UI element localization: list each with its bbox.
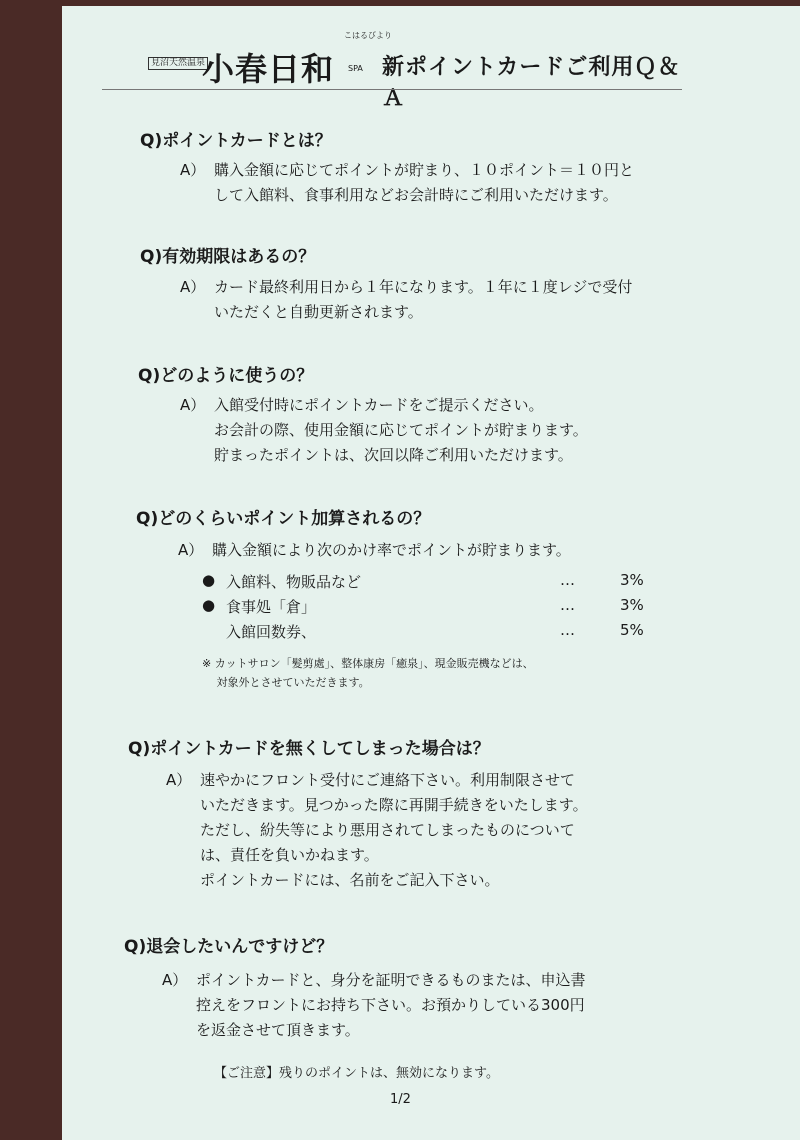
rate-leader: … [560, 596, 575, 614]
answer-line: は、責任を負いかねます。 [200, 846, 379, 864]
rate-leader: … [560, 571, 575, 589]
bullet-icon: ● [202, 571, 216, 589]
note-line: 対象外とさせていただきます。 [202, 676, 370, 689]
answer-line: 貯まったポイントは、次回以降ご利用いただけます。 [214, 446, 573, 464]
question-4: Q)どのくらいポイント加算されるの？ [136, 509, 431, 529]
document-header [112, 31, 692, 111]
rate-percent: 5% [620, 621, 644, 639]
answer-4 [178, 538, 571, 563]
rate-percent: 3% [620, 571, 644, 589]
rate-row [202, 571, 652, 596]
logo: 小春日和 [202, 50, 335, 88]
caution-note: 【ご注意】残りのポイントは、無効になります。 [214, 1066, 499, 1081]
rate-label: 入館料、物販品など [226, 573, 362, 591]
answer-line: 購入金額により次のかけ率でポイントが貯まります。 [212, 541, 571, 559]
answer-line: いただきます。見つかった際に再開手続きをいたします。 [200, 796, 588, 814]
answer-line: カード最終利用日から１年になります。１年に１度レジで受付 [214, 278, 633, 296]
header-divider [102, 89, 682, 90]
answer-1 [180, 158, 634, 208]
question-1: Q)ポイントカードとは？ [140, 131, 332, 151]
brand-small-label: 見沼天然温泉 [148, 57, 208, 70]
document-page [62, 6, 800, 1140]
answer-2 [180, 275, 632, 325]
answer-line: 購入金額に応じてポイントが貯まり、１０ポイント＝１０円と [214, 161, 635, 179]
answer-mark: A） [166, 771, 192, 789]
answer-line: お会計の際、使用金額に応じてポイントが貯まります。 [214, 421, 588, 439]
question-3: Q)どのように使うの？ [138, 366, 314, 386]
answer-6 [162, 968, 586, 1043]
question-5: Q)ポイントカードを無くしてしまった場合は？ [128, 739, 490, 759]
answer-line: して入館料、食事利用などお会計時にご利用いただけます。 [214, 186, 618, 204]
page-number: 1/2 [390, 1092, 411, 1107]
question-6: Q)退会したいんですけど？ [124, 937, 334, 957]
exclusion-note [202, 654, 534, 692]
rate-row [202, 621, 652, 646]
rate-row [202, 596, 652, 621]
rate-label: 入館回数券、 [226, 623, 317, 641]
rate-percent: 3% [620, 596, 644, 614]
answer-line: を返金させて頂きます。 [196, 1021, 360, 1039]
point-rate-table [202, 571, 652, 646]
answer-5 [166, 768, 588, 893]
bullet-icon: ● [202, 596, 216, 614]
answer-line: ポイントカードと、身分を証明できるものまたは、申込書 [196, 971, 586, 989]
answer-3 [180, 393, 588, 468]
answer-line: 速やかにフロント受付にご連絡下さい。利用制限させて [200, 771, 576, 789]
document-title: 新ポイントカードご利用Ｑ＆Ａ [382, 55, 681, 111]
logo-ruby: こはるびより [344, 31, 392, 40]
question-2: Q)有効期限はあるの？ [140, 247, 316, 267]
answer-mark: A） [178, 541, 204, 559]
answer-mark: A） [162, 971, 188, 989]
note-line: ※ カットサロン「髪剪處」、整体康房「癒泉」、現金販売機などは、 [202, 657, 534, 670]
answer-mark: A） [180, 161, 206, 179]
rate-label: 食事処「倉」 [226, 598, 317, 616]
answer-line: ただし、紛失等により悪用されてしまったものについて [200, 821, 575, 839]
answer-line: いただくと自動更新されます。 [214, 303, 423, 321]
answer-line: 控えをフロントにお持ち下さい。お預かりしている300円 [196, 996, 585, 1014]
answer-mark: A） [180, 278, 206, 296]
logo-suffix: SPA [348, 64, 363, 73]
answer-mark: A） [180, 396, 206, 414]
answer-line: 入館受付時にポイントカードをご提示ください。 [214, 396, 544, 414]
answer-line: ポイントカードには、名前をご記入下さい。 [200, 871, 500, 889]
rate-leader: … [560, 621, 575, 639]
